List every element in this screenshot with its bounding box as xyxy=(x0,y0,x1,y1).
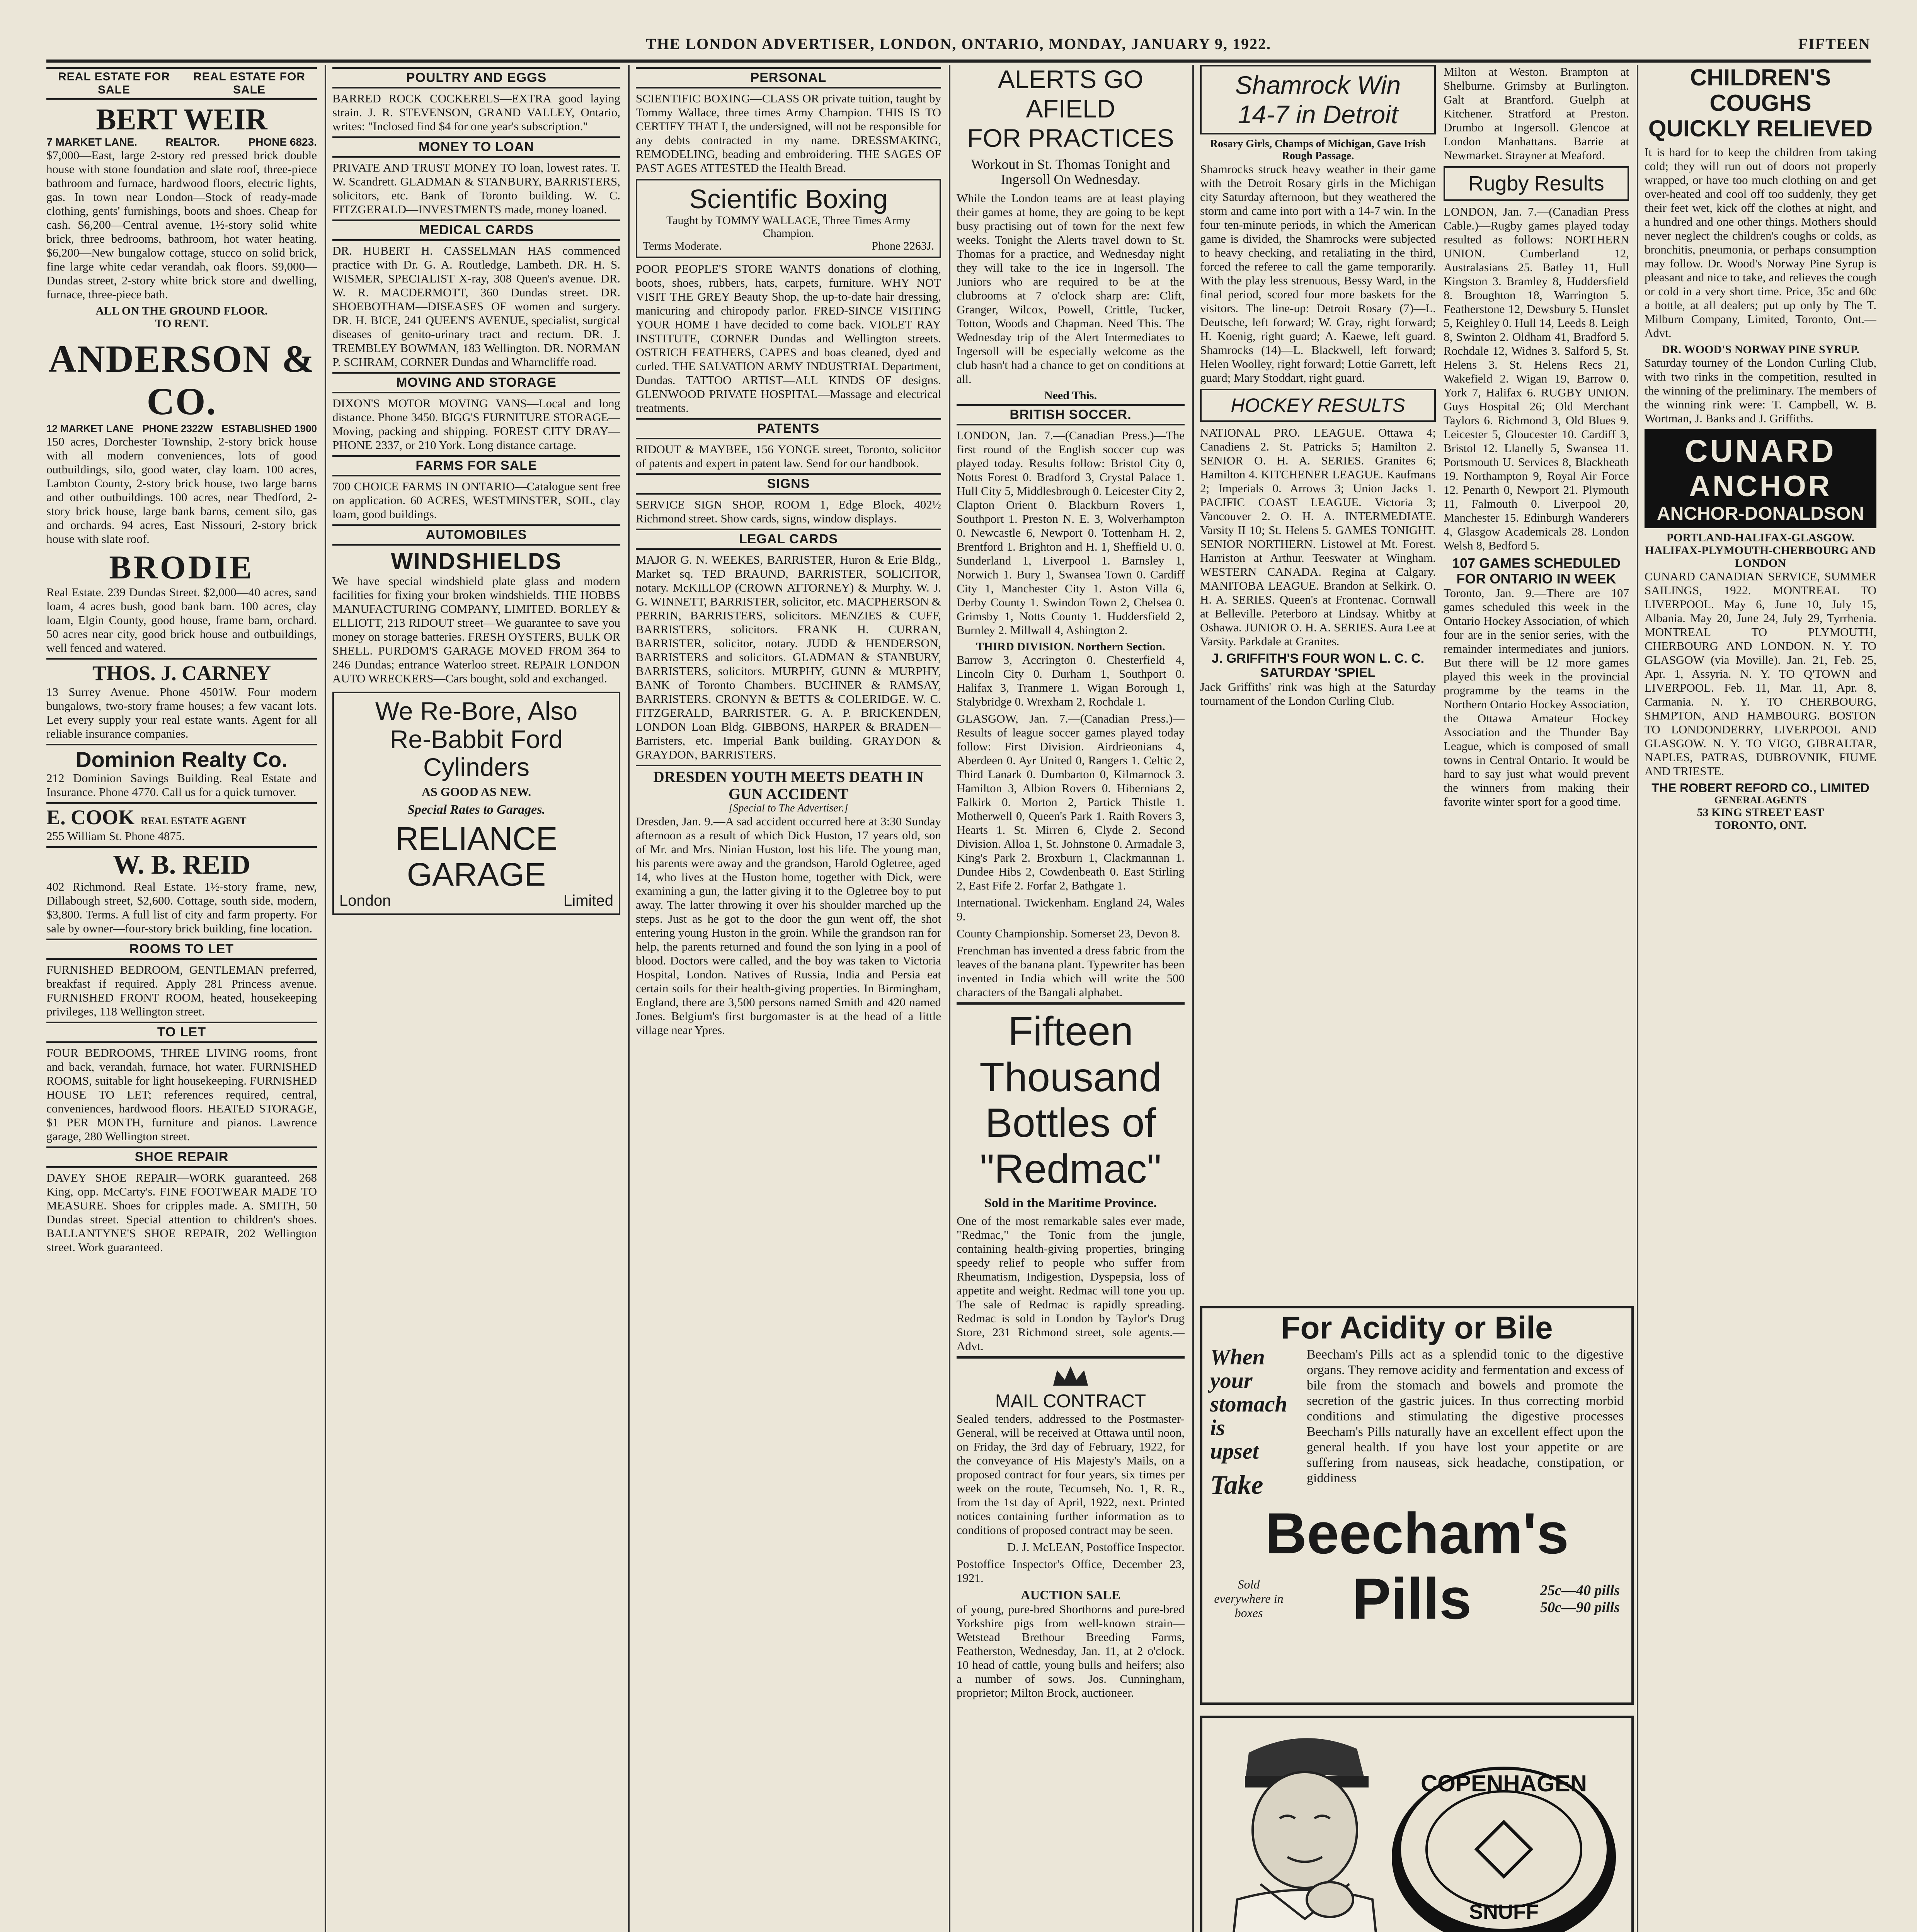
ad-redmac xyxy=(957,1002,1185,1353)
beechams-pills-word: Pills xyxy=(1352,1566,1472,1631)
beechams-when-line: When xyxy=(1210,1344,1265,1370)
column-real-estate xyxy=(46,65,317,1932)
rebore-line: Re-Babbit Ford xyxy=(390,724,563,753)
auto-header: AUTOMOBILES xyxy=(332,524,620,546)
beechams-when-line: upset xyxy=(1210,1438,1259,1464)
rebore-line: Cylinders xyxy=(423,753,530,782)
need-this: Need This. xyxy=(1044,389,1097,402)
column-sports-4 xyxy=(957,65,1185,1932)
beechams-when-line: is xyxy=(1210,1415,1225,1440)
garage-name: GARAGE xyxy=(407,856,546,893)
alerts-subhead: Workout in St. Thomas Tonight and Ingersoll On Wednesday. xyxy=(971,156,1170,187)
ad-phone: PHONE 2322W xyxy=(142,422,213,434)
auto-body: We have special windshield plate glass and modern facilities for fixing your broken windshields. THE HOBBS MANUFACTURING COMPANY, LIMITED. BORLEY & ELLIOTT, 213 RIDOUT street—We guarantee to save you money on storage batteries. FRESH OYSTERS, BULK OR SHELL. PURDOM'S GARAGE MOVED FROM 364 to 246 Dundas; entrance Waterloo street. REPAIR LONDON AUTO WRECKERS—Cars bought, sold and exchanged. xyxy=(332,574,620,685)
signs-header: SIGNS xyxy=(636,473,941,495)
ad-dominion-name: Dominion Realty Co. xyxy=(46,744,317,772)
dresden-dateline: [Special to The Advertiser.] xyxy=(729,802,848,814)
ad-established: ESTABLISHED 1900 xyxy=(221,422,317,434)
ad-reid-name: W. B. REID xyxy=(46,846,317,880)
column-right xyxy=(1645,65,1876,1932)
shamrock-body: Shamrocks struck heavy weather in their game with the Detroit Rosary girls in the Michigan city Saturday afternoon, but they weathered the storm and came into port with a 14-7 win. In the four ten-minute periods, in which the American game is divided, the Shamrocks were subjected to heavy checking, and retaliating in the third, forced the referee to call the game temporarily. With the play less strenuous, Bessy Ward, in the final period, scored four more baskets for the visitors. The line-up: Detroit Rosary (7)—L. Deutsche, left forward; W. Gray, right forward; H. Koenig, right guard; A. Kaewe, left guard. Shamrocks (14)—L. Blackwell, left forward; Helen Woolley, right forward; Lottie Garrett, left guard; Mary Stoddart, right guard. xyxy=(1200,162,1436,384)
ad-cook xyxy=(46,802,317,829)
beechams-when-line: your xyxy=(1210,1368,1253,1393)
ad-reid-body: 402 Richmond. Real Estate. 1½-story frame, new, Dillabough street, $2,600. Cottage, south side, modern, $3,800. Terms. A full list of city and farm property. For sale by owner—four-story brick building, fine location. xyxy=(46,879,317,935)
real-estate-header xyxy=(46,67,317,100)
auction-headline: AUCTION SALE xyxy=(1021,1588,1120,1602)
cunard-agent-city: TORONTO, ONT. xyxy=(1714,818,1806,832)
column-rule xyxy=(1637,65,1638,1932)
windshields-heading: WINDSHIELDS xyxy=(391,548,562,574)
ad-bert-weir-footer: ALL ON THE GROUND FLOOR. xyxy=(95,304,268,317)
patents-header: PATENTS xyxy=(636,418,941,439)
beechams-price: 25c—40 pills xyxy=(1540,1582,1620,1599)
column-classified-2 xyxy=(332,65,620,1932)
copenhagen-illustration xyxy=(1202,1718,1627,1932)
international-result: International. Twickenham. England 24, Wales 9. xyxy=(957,895,1185,923)
milton-body: Milton at Weston. Brampton at Shelburne. Grimsby at Burlington. Galt at Brantford. Guelph at Kitchener. Stratford at Preston. Drumbo at Ingersoll. Glencoe at London Manhattans. Barrie at Newmarket. Strayner at Meaford. xyxy=(1444,65,1629,162)
ad-address: 7 MARKET LANE. xyxy=(46,136,137,148)
cunard-agent: THE ROBERT REFORD CO., LIMITED xyxy=(1651,781,1869,795)
ad-bert-weir-body: $7,000—East, large 2-story red pressed brick double house with stone foundation and slate roof, three-piece bathroom and furnace, hardwood floors, electric lights, gas. In town near London—Stock of ready-made clothing, gents' furnishings, boots and shoes. Cheap for cash. $6,200—Central avenue, 1½-story solid white brick, three bedrooms, bathroom, hot water heating. $6,200—New bungalow cottage, stucco on solid brick, fine large white cedar verandah, oak floors. $9,000—Dundas street, 2-story white brick store and dwelling, furnace, three-piece bath. xyxy=(46,148,317,301)
redmac-sub: Sold in the Maritime Province. xyxy=(984,1196,1157,1210)
masthead xyxy=(46,32,1871,63)
crown-icon xyxy=(1049,1362,1092,1389)
farms-body: 700 CHOICE FARMS IN ONTARIO—Catalogue sent free on application. 60 ACRES, WESTMINSTER, SOIL, clay loam, good buildings. xyxy=(332,480,620,521)
ad-bert-weir-rent: TO RENT. xyxy=(155,317,209,330)
boxing-footer xyxy=(643,240,934,253)
boxing-terms: Terms Moderate. xyxy=(643,240,722,252)
ad-carney-name: THOS. J. CARNEY xyxy=(46,658,317,685)
shamrock-headline-box xyxy=(1200,65,1436,134)
beechams-when-line: stomach xyxy=(1210,1391,1287,1417)
alerts-body: While the London teams are at least playing their games at home, they are going to be kept busy practising out of town for the next few weeks. Tonight the Alerts travel down to St. Thomas for a practice, and Wednesday night they will take to the ice in Ingersoll. The Juniors who are required to be at the clubrooms at 7 o'clock sharp are: Clift, Granger, Wilcox, Powell, Crittle, Tucker, Totton, Woods and Chapman. Need This. The Wednesday trip of the Alert Intermediates to Ingersoll will be especially welcome as the club hasn't had a chance to get on conditions at all. xyxy=(957,191,1185,386)
beechams-take: Take xyxy=(1210,1470,1263,1500)
legal-header: LEGAL CARDS xyxy=(636,529,941,550)
mail-body: Sealed tenders, addressed to the Postmaster-General, will be received at Ottawa until noon, on Friday, the 3rd day of February, 1922, for the conveyance of His Majesty's Mails, on a proposed contract for four years, six times per week on the route, Tecumseh, No. 1, R. R., from the 1st day of April, 1922, next. Printed notices containing further information as to conditions of proposed contract may be seen. xyxy=(957,1412,1185,1537)
moving-header: MOVING AND STORAGE xyxy=(332,372,620,393)
rugby-headline-box xyxy=(1444,166,1629,201)
children-body: It is hard for to keep the children from taking cold; they will run out of doors not properly wrapped, or have too much clothing on and get over-heated and cool off too suddenly, they get their feet wet, kick off the clothes at night, and a hundred and one other things. Mothers should never neglect the children's coughs or colds, as bronchitis, pneumonia, or perhaps consumption may follow. Dr. Wood's Norway Pine Syrup is pleasant and nice to take, and relieves the cough or cold in a very short time. Price, 35c and 60c a bottle, at all dealers; put up only by The T. Milburn Company, Limited, Toronto, Ont.—Advt. xyxy=(1645,145,1876,340)
tolet-body: FOUR BEDROOMS, THREE LIVING rooms, front and back, verandah, furnace, hot water. FURNISHED ROOMS, suitable for light housekeeping. FURNISHED HOUSE TO LET; references required, central, conveniences, hardwood floors. HEATED STORAGE, $1 PER MONTH, furniture and pianos. Lawrence garage, 280 Wellington street. xyxy=(46,1046,317,1143)
anchor-name: ANCHOR xyxy=(1689,470,1832,503)
beechams-middle xyxy=(1202,1345,1631,1499)
hockey-body: NATIONAL PRO. LEAGUE. Ottawa 4; Canadiens 2. St. Patricks 5; Hamilton 2. SENIOR O. H. A. SERIES. Granites 6; Hamilton 4. KITCHENER LEAGUE. Kaufmans 2; Imperials 0. Arrows 3; Union Jacks 1. PACIFIC COAST LEAGUE. Victoria 3; Vancouver 2. O. H. A. INTERMEDIATE. Varsity II 10; St. Helens 5. GAMES TONIGHT. SENIOR NORTHERN. Listowel at Mt. Forest. Harriston at Arthur. Teeswater at Wingham. WESTERN CANADA. Regina at Calgary. MANITOBA LEAGUE. Brandon at Selkirk. O. H. A. SERIES. Queen's at Frontenac. Cornwall at Belleville. Peterboro at Lindsay. Whitby at Oshawa. JUNIOR O. H. A. SERIES. Aura Lee at Varsity. Parkdale at Granites. xyxy=(1200,425,1436,648)
third-division: THIRD DIVISION. Northern Section. xyxy=(976,640,1165,653)
games-body: Toronto, Jan. 9.—There are 107 games scheduled this week in the Ontario Hockey Association, of which four are in the senior series, with the remainder intermediates and juniors. But there will be 12 more games played this week in the provincial programme by the teams in the Northern Ontario Hockey Association, the Ottawa Amateur Hockey Association and the Thunder Bay League, which is composed of small towns in Central Ontario. It would be hard to say just what would prevent the winners from making their favorite winter sport for a good time. xyxy=(1444,586,1629,809)
boxing-sub: Taught by TOMMY WALLACE, Three Times Army Champion. xyxy=(666,214,911,240)
auction-body: of young, pure-bred Shorthorns and pure-bred Yorkshire pigs from well-known strain—Wetstead Brethour Breeding Farms, Featherston, Wednesday, Jan. 11, at 2 o'clock. 10 head of cattle, young bulls and heifers; also a number of sows. Jos. Cunningham, proprietor; Milton Brock, auctioneer. xyxy=(957,1602,1185,1700)
dresden-body: Dresden, Jan. 9.—A sad accident occurred here at 3:30 Sunday afternoon as a result of which Dick Huston, 17 years old, son of Mr. and Mrs. Ninian Huston, lost his life. The young man, his parents were away and the grandson, Harold Ogletree, aged 14, who lives at the Huston home, together with Dick, were examining a gun, the latter giving it to the Ogletree boy to put away. The latter throwing it over his shoulder marched up the steps. Just as he got to the door the gun went off, the shot entering young Huston in the groin. While the grandson ran for help, the parents returned and found the son lying in a pool of blood. Doctors were called, and the boy was taken to Victoria Hospital, London. Natives of Russia, India and Persia eat certain soils for their health-giving properties. In Birmingham, England, there are 3,500 persons named Smith and 420 named Jones. Belgium's first burgomaster is at the head of a little village near Ypres. xyxy=(636,814,941,1037)
boxing-phone: Phone 2263J. xyxy=(872,240,934,252)
alerts-headline: ALERTS GO AFIELD xyxy=(998,65,1144,123)
beechams-headline: For Acidity or Bile xyxy=(1281,1310,1553,1345)
children-coughs-headline: CHILDREN'S COUGHS xyxy=(1690,65,1831,116)
rooms-header: ROOMS TO LET xyxy=(46,939,317,960)
column-sports-6 xyxy=(1444,65,1629,1298)
ad-role: REALTOR. xyxy=(165,136,220,148)
shamrock-subhead: Rosary Girls, Champs of Michigan, Gave Irish Rough Passage. xyxy=(1210,138,1426,162)
ad-beechams-pills xyxy=(1200,1306,1634,1705)
shoe-header: SHOE REPAIR xyxy=(46,1146,317,1168)
soccer-header: BRITISH SOCCER. xyxy=(957,404,1185,425)
ad-bert-weir-name: BERT WEIR xyxy=(96,102,267,136)
soccer-body: LONDON, Jan. 7.—(Canadian Press.)—The first round of the English soccer cup was played today. Results follow: Bristol City 0, Notts Forest 0. Bradford 3, Crystal Palace 1. Hull City 5, Middlesbrough 0. Leicester City 2, Clapton Orient 0. Blackburn Rovers 1, Southport 1. Preston N. E. 3, Wolverhampton 0. Newcastle 6, Newport 0. Tottenham H. 2, Brentford 1. Brighton and H. 1, Sheffield U. 0. Sunderland 1, Liverpool 1. Barnsley 1, Norwich 1. Bury 1, Swansea Town 0. Cardiff City 1, Manchester City 1. Aston Villa 6, Derby County 1. Swindon Town 2, Chelsea 0. Grimsby 1, Notts County 1. Huddersfield 2, Burnley 2. Millwall 4, Ashington 2. xyxy=(957,428,1185,637)
personal-header: PERSONAL xyxy=(636,67,941,88)
woods-syrup-name: DR. WOOD'S NORWAY PINE SYRUP. xyxy=(1662,343,1859,356)
redmac-body: One of the most remarkable sales ever made, "Redmac," the Tonic from the jungle, containing health-giving properties, bringing speedy relief to people who suffer from Rheumatism, Indigestion, Dyspepsia, loss of appetite and weight. Redmac will tone you up. The sale of Redmac is rapidly spreading. Redmac is sold in London by Taylor's Drug Store, 231 Richmond street, sole agents.—Advt. xyxy=(957,1214,1185,1353)
man-figure xyxy=(1226,1738,1384,1932)
ad-bert-weir-info xyxy=(46,136,317,148)
reliance-footer xyxy=(339,892,613,910)
cunard-body: CUNARD CANADIAN SERVICE, SUMMER SAILINGS, 1922. MONTREAL TO LIVERPOOL. May 6, June 10, July 15, Albania. May 20, June 24, July 29, Tyrrhenia. MONTREAL TO PLYMOUTH, CHERBOURG AND LONDON. N. Y. TO GLASGOW (via Moville). Jan. 21, Feb. 25, Apr. 1, Assyria. N. Y. TO Q'TOWN and LIVERPOOL. Feb. 11, Mar. 11, Apr. 8, Carmania. N. Y. TO CHERBOURG, SHMPTON, AND HAMBOURG. BOSTON TO LONDONDERRY, LIVERPOOL AND GLASGOW. N. Y. TO VIGO, GIBRALTAR, NAPLES, PATRAS, DUBROVNIK, FIUME AND TRIESTE. xyxy=(1645,570,1876,778)
shamrock-headline: Shamrock Win xyxy=(1235,71,1401,99)
mail-contract xyxy=(957,1356,1185,1585)
cunard-route: HALIFAX-PLYMOUTH-CHERBOURG AND LONDON xyxy=(1645,544,1876,570)
reliance-city: London xyxy=(339,892,391,910)
mail-headline: MAIL CONTRACT xyxy=(995,1391,1146,1412)
rebore-rates: Special Rates to Garages. xyxy=(407,802,545,817)
ad-carney-body: 13 Surrey Avenue. Phone 4501W. Four modern bungalows, two-story frame houses; a few vacant lots. Let every supply your real estate wants. Agent for all reliable insurance companies. xyxy=(46,685,317,740)
ad-cook-name: E. COOK xyxy=(46,806,135,829)
column-rule xyxy=(949,65,950,1932)
medical-header: MEDICAL CARDS xyxy=(332,219,620,241)
ad-scientific-boxing xyxy=(636,179,941,258)
tin-label-bottom: SNUFF xyxy=(1469,1900,1539,1923)
redmac-line: "Redmac" xyxy=(980,1146,1161,1192)
third-body: Barrow 3, Accrington 0. Chesterfield 4, Lincoln City 0. Durham 1, Southport 0. Halifax 3, Tranmere 1. Wigan Borough 1, Stalybridge 0. Wrexham 2, Rochdale 1. xyxy=(957,653,1185,708)
shamrock-headline: 14-7 in Detroit xyxy=(1238,100,1398,129)
redmac-line: Fifteen xyxy=(1008,1008,1134,1054)
beechams-prices xyxy=(1540,1582,1620,1616)
farms-header: FARMS FOR SALE xyxy=(332,455,620,476)
ad-brodie-name: BRODIE xyxy=(109,548,254,586)
hockey-header: HOCKEY RESULTS xyxy=(1231,394,1405,416)
alerts-headline: FOR PRACTICES xyxy=(967,123,1174,152)
section-header: REAL ESTATE FOR SALE xyxy=(193,70,305,96)
column-rule xyxy=(628,65,630,1932)
poultry-header: POULTRY AND EGGS xyxy=(332,67,620,88)
ad-copenhagen xyxy=(1200,1716,1634,1932)
beechams-sold: Sold everywhere in boxes xyxy=(1214,1577,1284,1620)
ad-phone: PHONE 6823. xyxy=(248,136,317,148)
ad-anderson-name: ANDERSON & CO. xyxy=(48,337,315,423)
redmac-line: Bottles of xyxy=(985,1100,1156,1146)
loan-body: PRIVATE AND TRUST MONEY TO loan, lowest rates. T. W. Scandrett. GLADMAN & STANBURY, BARRISTERS, solicitors, etc. Bank of Toronto building. W. C. FITZGERALD—INVESTMENTS made, money loaned. xyxy=(332,161,620,216)
column-rule xyxy=(1192,65,1194,1932)
french-body: Frenchman has invented a dress fabric from the leaves of the banana plant. Typewriter has been invented in India which will write the 500 characters of the Bangali alphabet. xyxy=(957,943,1185,999)
games-headline: 107 GAMES SCHEDULED FOR ONTARIO IN WEEK xyxy=(1452,555,1621,587)
children-coughs-headline: QUICKLY RELIEVED xyxy=(1648,116,1873,141)
shoe-body: DAVEY SHOE REPAIR—WORK guaranteed. 268 King, opp. McCarty's. FINE FOOTWEAR MADE TO MEASURE. Shoes for cripples made. A. SMITH, 50 Dundas street. Special attention to children's shoes. BALLANTYNE'S SHOE REPAIR, 202 Wellington street. Work guaranteed. xyxy=(46,1170,317,1254)
ad-anderson-info xyxy=(46,423,317,435)
dresden-headline: DRESDEN YOUTH MEETS DEATH IN GUN ACCIDENT xyxy=(636,765,941,803)
griffith-headline: J. GRIFFITH'S FOUR WON L. C. C. SATURDAY 'SPIEL xyxy=(1211,651,1425,680)
legal-body: MAJOR G. N. WEEKES, BARRISTER, Huron & Erie Bldg., Market sq. TED BRAUND, BARRISTER, SOLICITOR, notary. McKILLOP (CROWN ATTORNEY) & Murphy. W. J. G. WINNETT, BARRISTER, solicitor, etc. MACPHERSON & PERRIN, BARRISTERS, solicitors. MENZIES & CUFF, BARRISTERS, solicitors. FRANK H. CURRAN, BARRISTER, solicitor, notary. JUDD & HENDERSON, BARRISTERS and solicitors. GLADMAN & STANBURY, BARRISTERS, solicitors. MURPHY, GUNN & MURPHY, BANK of Toronto Chambers. BUCHNER & RAMSAY, BARRISTERS. CRONYN & BETTS & COLERIDGE. W. C. FITZGERALD, BARRISTER. G. A. P. BRICKENDEN, LONDON Loan Bldg. GIBBONS, HARPER & BRADEN—Barristers, etc. Imperial Bank building. GRAYDON & GRAYDON, BARRISTERS. xyxy=(636,553,941,761)
rooms-body: FURNISHED BEDROOM, GENTLEMAN preferred, breakfast if required. Apply 281 Princess avenue. FURNISHED FRONT ROOM, heated, housekeeping privileges, 118 Wellington street. xyxy=(46,963,317,1018)
boxing-headline: Scientific Boxing xyxy=(689,184,888,214)
signs-body: SERVICE SIGN SHOP, ROOM 1, Edge Block, 402½ Richmond street. Show cards, signs, window displays. xyxy=(636,498,941,525)
curling-body: Saturday tourney of the London Curling Club, with two rinks in the competition, resulted in the winning of the preliminary. The members of the winning rink were: T. Campbell, W. B. Wortman, J. Banks and J. Griffiths. xyxy=(1645,356,1876,425)
column-classified-3 xyxy=(636,65,941,1932)
ad-address: 12 MARKET LANE xyxy=(46,422,134,434)
rebore-line: We Re-Bore, Also xyxy=(375,697,578,725)
cunard-banner xyxy=(1645,429,1876,528)
county-result: County Championship. Somerset 23, Devon 8. xyxy=(957,926,1180,940)
mail-signature: D. J. McLEAN, Postoffice Inspector. xyxy=(1007,1540,1185,1554)
section-header: REAL ESTATE FOR SALE xyxy=(58,70,170,96)
medical-body: DR. HUBERT H. CASSELMAN HAS commenced practice with Dr. G. A. Routledge, Lambeth. DR. H. S. WISMER, SPECIALIST X-ray, 308 Queen's avenue. DR. W. R. MACDERMOTT, 360 Dundas street. DR. SHOEBOTHAM—DISEASES OF women and surgery. DR. H. BICE, 241 QUEEN'S AVENUE, specialist, surgical diseases of genito-urinary tract and rectum. DR. J. TREMBLEY BOWMAN, 183 Wellington. DR. NORMAN P. SCHRAM, CORNER Dundas and Wharncliffe road. xyxy=(332,244,620,369)
poultry-body: BARRED ROCK COCKERELS—EXTRA good laying strain. J. R. STEVENSON, GRAND VALLEY, Ontario, writes: "Inclosed find $4 for one year's subscription." xyxy=(332,92,620,133)
reliance-name: RELIANCE xyxy=(395,820,558,857)
hockey-headline-box xyxy=(1200,389,1436,422)
ad-cook-body: 255 William St. Phone 4875. xyxy=(46,829,185,843)
cunard-route: PORTLAND-HALIFAX-GLASGOW. xyxy=(1666,531,1855,544)
beechams-price: 50c—90 pills xyxy=(1540,1599,1620,1616)
ad-reliance-garage xyxy=(332,692,620,915)
masthead-title: THE LONDON ADVERTISER, LONDON, ONTARIO, MONDAY, JANUARY 9, 1922. xyxy=(646,35,1271,53)
column-rule xyxy=(325,65,326,1932)
misc-body: POOR PEOPLE'S STORE WANTS donations of clothing, boots, shoes, rubbers, hats, carpets, furniture. WHY NOT VISIT THE GREY Beauty Shop, the up-to-date hair dressing, manicuring and chiropody parlor. FRED-SINCE VISITING YOUR HOME I have decided to come back. VIOLET RAY INSTITUTE, CORNER Dundas and Wellington streets. OSTRICH FEATHERS, CAPES and boas cleaned, dyed and curled. THE SALVATION ARMY INDUSTRIAL Department, Dundas. TATTOO ARTIST—ALL KINDS OF designs. GLENWOOD PRIVATE HOSPITAL—Massage and electrical treatments. xyxy=(636,262,941,415)
patents-body: RIDOUT & MAYBEE, 156 YONGE street, Toronto, solicitor of patents and expert in patent law. Send for our handbook. xyxy=(636,442,941,470)
beechams-brand: Beecham's xyxy=(1265,1501,1569,1566)
griffith-body: Jack Griffiths' rink was high at the Saturday tournament of the London Curling Club. xyxy=(1200,680,1436,708)
loan-header: MONEY TO LOAN xyxy=(332,136,620,158)
column-sports-5 xyxy=(1200,65,1436,1298)
reliance-limited: Limited xyxy=(564,892,613,910)
tin-label-top: COPENHAGEN xyxy=(1420,1770,1587,1796)
cunard-agent-address: 53 KING STREET EAST xyxy=(1697,806,1824,819)
redmac-line: Thousand xyxy=(979,1054,1162,1100)
ad-cook-role: REAL ESTATE AGENT xyxy=(141,815,247,827)
cunard-agent-role: GENERAL AGENTS xyxy=(1714,794,1807,806)
rugby-body: LONDON, Jan. 7.—(Canadian Press Cable.)—Rugby games played today resulted as follows: NORTHERN UNION. Cumberland 12, Australasians 25. Batley 11, Hull Kingston 3. Bramley 8, Huddersfield 8. Broughton 18, Warrington 5. Featherstone 12, Dewsbury 5. Hunslet 5, Keighley 0. Hull 14, Leeds 8. Leigh 8, Swinton 2. Oldham 41, Bradford 5. Rochdale 12, Widnes 3. Salford 5, St. Helens 3. St. Helens Recs 21, Wakefield 2. Wigan 19, Barrow 0. York 7, Halifax 6. RUGBY UNION. Guys Hospital 26; Old Merchant Taylors 6. Richmond 3, Old Blues 9. Leicester 5, Gloucester 10. Cardiff 3, Bristol 12. Llanelly 5, Swansea 11. Portsmouth U. Services 8, Blackheath 19. Northampton 9, Royal Air Force 12. Penarth 0, Newport 21. Plymouth 11, Falmouth 0. Liverpool 20, Manchester 15. Edinburgh Wanderers 4, Glasgow Academicals 28. London Welsh 8, Bedford 5. xyxy=(1444,205,1629,552)
beechams-when xyxy=(1202,1345,1307,1499)
ad-anderson-body: 150 acres, Dorchester Township, 2-story brick house with all modern conveniences, lots of good outbuildings, silo, good water, clay loam. 100 acres, Lambton County, 2-story brick house, two large barns and other outbuildings. 100 acres, near Thedford, 2-story brick house, large bank barns, cement silo, gas and orchards. 94 acres, East Nissouri, 2-story brick house with slate roof. xyxy=(46,434,317,546)
page-number: FIFTEEN xyxy=(1798,35,1871,53)
ad-brodie-body: Real Estate. 239 Dundas Street. $2,000—40 acres, sand loam, 4 acres bush, good bank barn. 100 acres, clay loam, Elgin County, good house, frame barn, orchard. 50 acres near city, good brick house and outbuildings, well fenced and watered. xyxy=(46,585,317,655)
glasgow-body: GLASGOW, Jan. 7.—(Canadian Press.)—Results of league soccer games played today follow: First Division. Airdrieonians 4, Aberdeen 0. Ayr United 0, Rangers 1. Celtic 2, Third Lanark 0. Dumbarton 0, Kilmarnock 3. Hamilton 3, Albion Rovers 0. Hibernians 2, Falkirk 0. Morton 2, Partick Thistle 1. Motherwell 0, Queen's Park 1. Raith Rovers 3, Hearts 1. St. Mirren 6, Clyde 2. Second Division. Alloa 1, St. Johnstone 0. Armadale 3, King's Park 2. Broxburn 1, Clackmannan 1. Dundee Hibs 2, Cowdenbeath 0. East Stirling 2, East Fife 2. Forfar 2, Bathgate 1. xyxy=(957,711,1185,892)
moving-body: DIXON'S MOTOR MOVING VANS—Local and long distance. Phone 3450. BIGG'S FURNITURE STORAGE—Moving, packing and shipping. FOREST CITY DRAY—PHONE 2337, or 210 York. Long distance cartage. xyxy=(332,396,620,452)
beechams-body: Beecham's Pills act as a splendid tonic to the digestive organs. They remove acidity and fermentation and excess of bile from the stomach and bowels and promote the secretion of the gastric juices. In thus correcting morbid conditions and stimulating the digestive processes Beecham's Pills naturally have an excellent effect upon the general health. If you have lost your appetite or are suffering from nauseas, sick headache, constipation, or giddiness xyxy=(1307,1347,1624,1486)
beechams-bottom xyxy=(1202,1565,1631,1632)
rebore-note: AS GOOD AS NEW. xyxy=(421,784,531,799)
rugby-header: Rugby Results xyxy=(1468,172,1604,195)
personal-body: SCIENTIFIC BOXING—CLASS OR private tuition, taught by Tommy Wallace, three times Army Champion. THIS IS TO CERTIFY THAT I, the undersigned, will not be responsible for any debts contracted in my name. DRESSMAKING, REMODELING, beading and embroidering. THE SAGES OF PAST AGES ATTESTED the Health Bread. xyxy=(636,92,941,175)
cunard-name: CUNARD xyxy=(1685,434,1836,469)
tolet-header: TO LET xyxy=(46,1022,317,1043)
anchor-donaldson-name: ANCHOR-DONALDSON xyxy=(1657,503,1864,524)
ad-dominion-body: 212 Dominion Savings Building. Real Estate and Insurance. Phone 4770. Call us for a quick turnover. xyxy=(46,771,317,799)
mail-date: Postoffice Inspector's Office, December 23, 1921. xyxy=(957,1557,1185,1585)
